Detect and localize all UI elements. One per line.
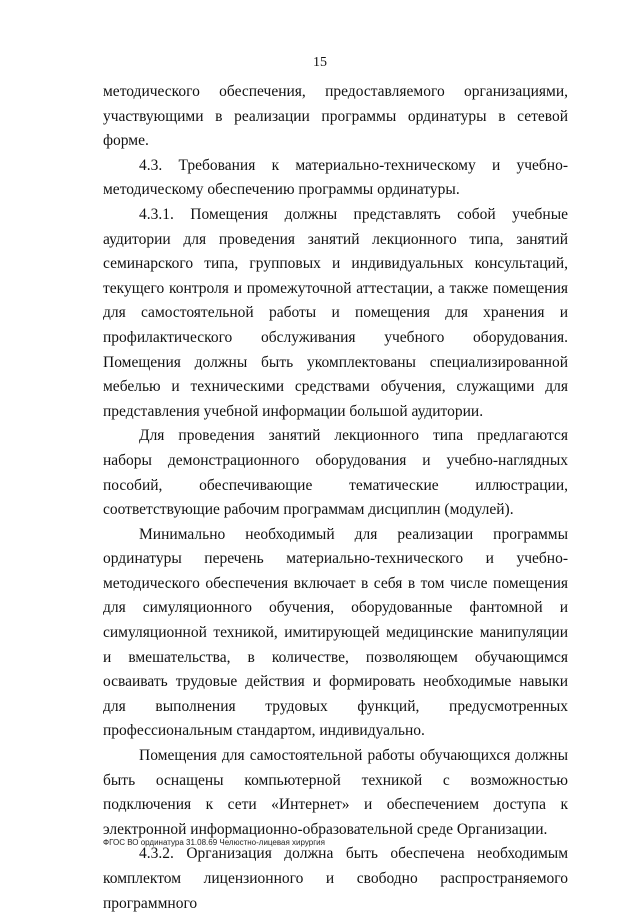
paragraph-section-4-3-2: 4.3.2. Организация должна быть обеспечена необходимым комплектом лицензионного и свободно распространяемого программного <box>103 845 568 912</box>
document-body <box>103 80 568 916</box>
paragraph-lecture-equipment: Для проведения занятий лекционного типа предлагаются наборы демонстрационного оборудования и учебно-наглядных пособий, обеспечивающие тематические иллюстрации, соответствующие рабочим программам дисциплин (модулей). <box>103 427 568 519</box>
document-footer: ФГОС ВО ординатура 31.08.69 Челюстно-лицевая хирургия <box>103 838 325 847</box>
paragraph-section-4-3: 4.3. Требования к материально-техническому и учебно-методическому обеспечению программы ординатуры. <box>103 156 568 199</box>
paragraph-self-study-rooms: Помещения для самостоятельной работы обучающихся должны быть оснащены компьютерной техникой с возможностью подключения к сети «Интернет» и обеспечением доступа к электронной информационно-образовательной среде Организации. <box>103 747 568 838</box>
paragraph-section-4-3-1: 4.3.1. Помещения должны представлять собой учебные аудитории для проведения занятий лекционного типа, занятий семинарского типа, групповых и индивидуальных консультаций, текущего контроля и промежуточной аттестации, а также помещения для самостоятельной работы и помещения для хранения и профилактического обслуживания учебного оборудования. Помещения должны быть укомплектованы специализированной мебелью и техническими средствами обучения, служащими для представления учебной информации большой аудитории. <box>103 205 568 420</box>
page-number: 15 <box>313 55 327 70</box>
paragraph-continuation: методического обеспечения, предоставляемого организациями, участвующими в реализации программы ординатуры в сетевой форме. <box>103 83 568 150</box>
paragraph-minimum-equipment: Минимально необходимый для реализации программы ординатуры перечень материально-технического и учебно-методического обеспечения включает в себя в том числе помещения для симуляционного обучения, оборудованные фантомной и симуляционной техникой, имитирующей медицинские манипуляции и вмешательства, в количестве, позволяющем обучающимся осваивать трудовые действия и формировать необходимые навыки для выполнения трудовых функций, предусмотренных профессиональным стандартом, индивидуально. <box>103 525 568 740</box>
